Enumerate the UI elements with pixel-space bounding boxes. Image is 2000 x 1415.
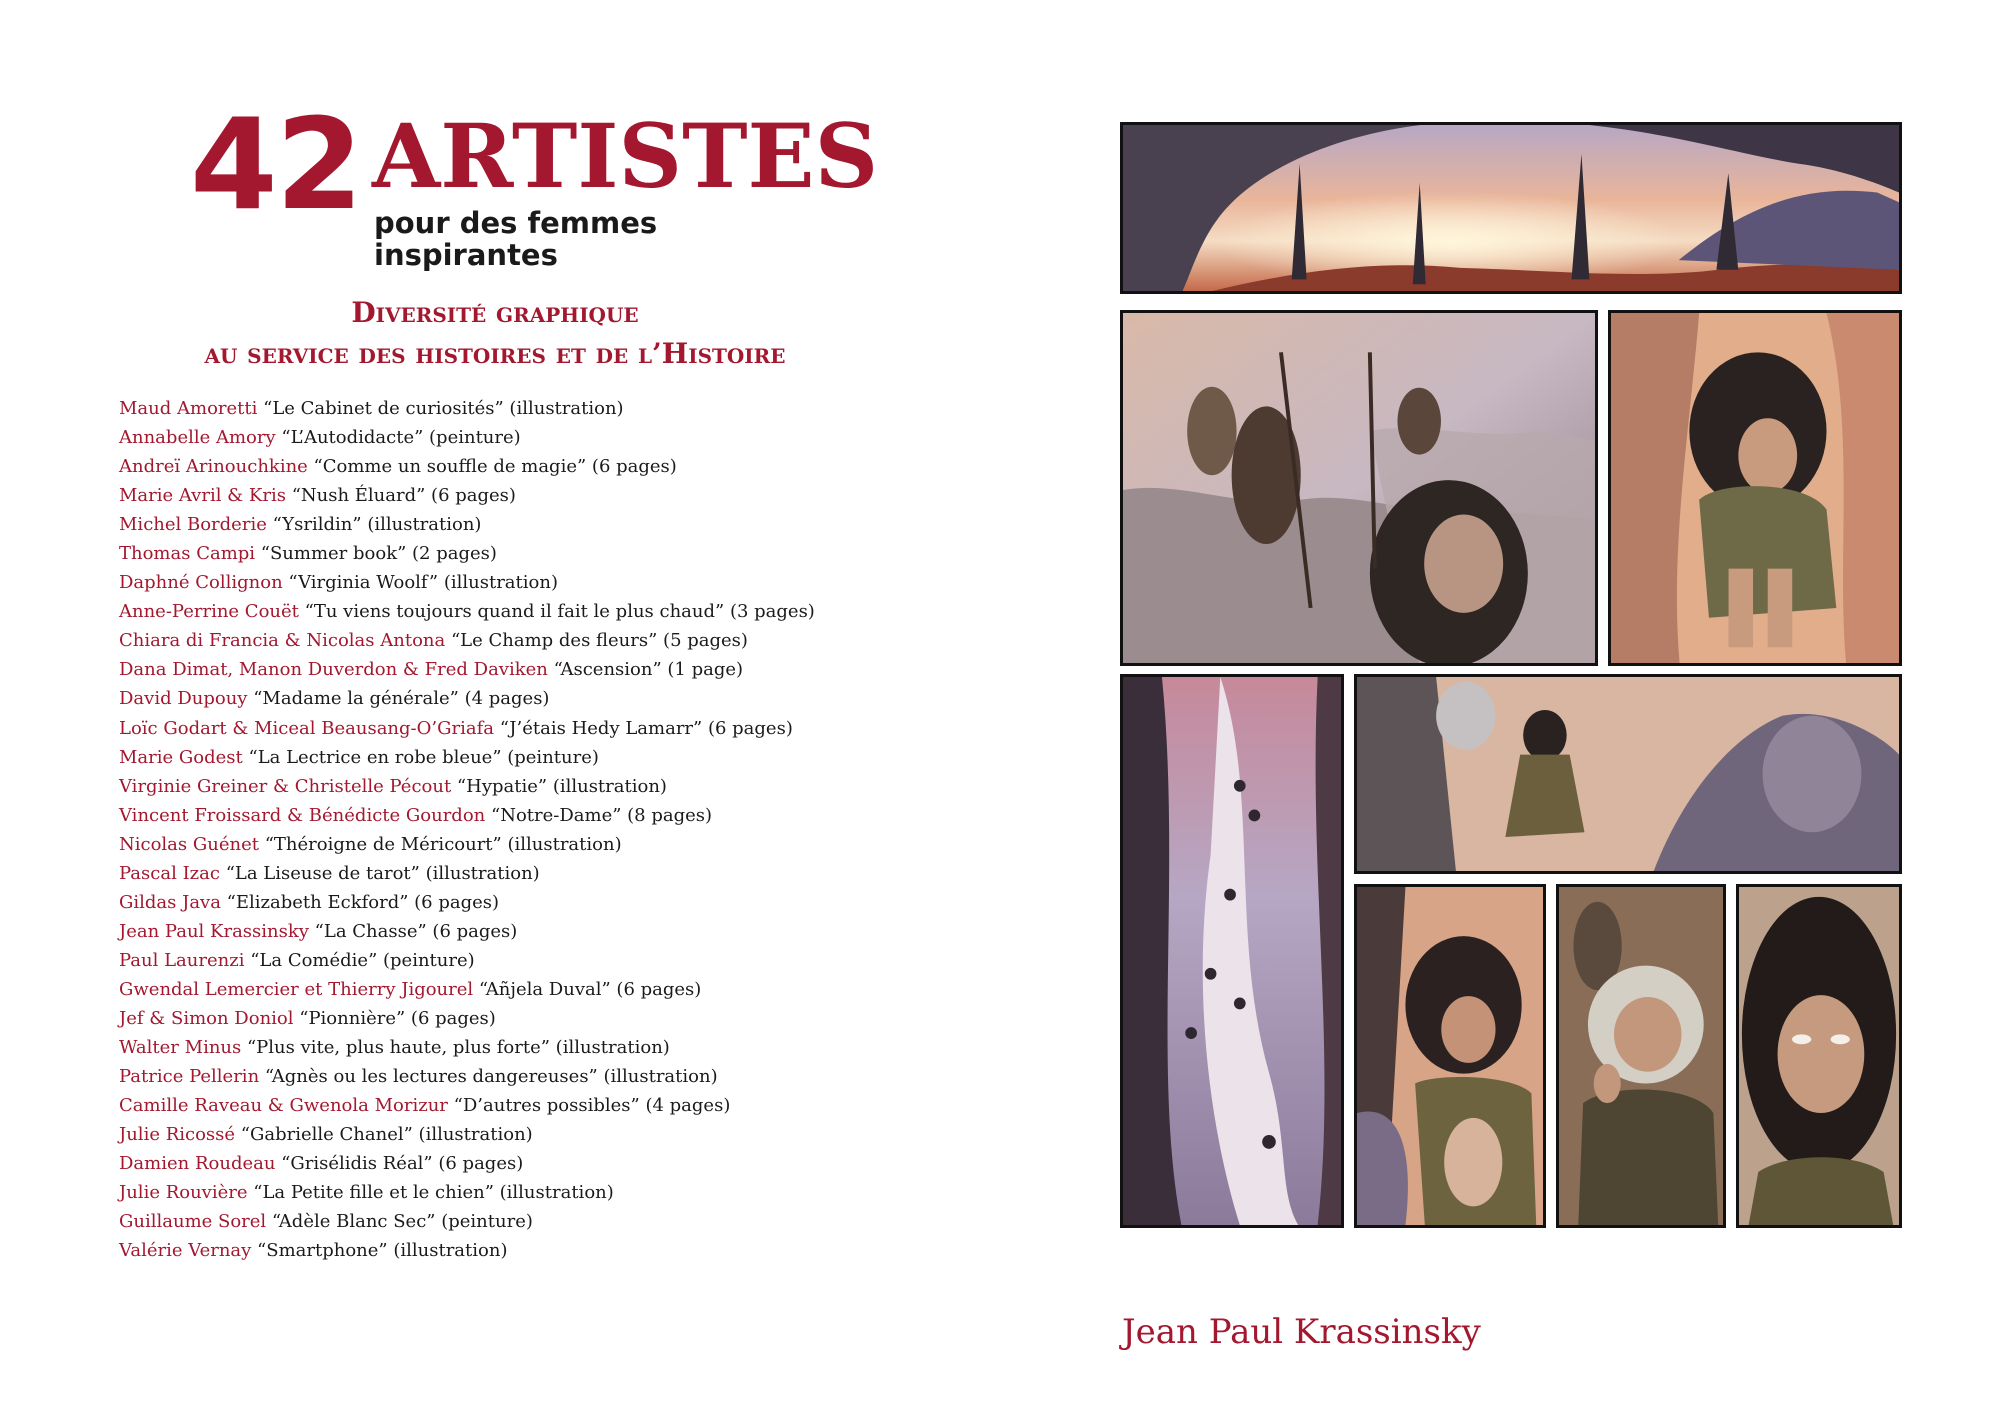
artist-work: “Tu viens toujours quand il fait le plus chaud” (3 pages) — [298, 601, 815, 623]
artist-work: “Ascension” (1 page) — [547, 659, 744, 681]
artist-entry — [119, 481, 939, 510]
artist-work: “Madame la générale” (4 pages) — [247, 688, 550, 710]
artist-name: Jef & Simon Doniol — [119, 1007, 294, 1029]
artist-work: “Notre-Dame” (8 pages) — [485, 804, 713, 826]
artist-work: “Elizabeth Eckford” (6 pages) — [220, 891, 500, 913]
artist-work: “Le Cabinet de curiosités” (illustration) — [257, 398, 624, 419]
artist-entry — [119, 859, 939, 888]
artist-work: “Ysrildin” (illustration) — [266, 514, 482, 536]
artist-name: Valérie Vernay — [119, 1240, 252, 1262]
artist-work: “Nush Éluard” (6 pages) — [285, 485, 516, 507]
comic-panel-girl-closeup — [1736, 884, 1902, 1228]
artist-entry — [119, 1004, 939, 1033]
artist-entry — [119, 946, 939, 975]
artist-entry — [119, 975, 939, 1004]
artist-name: Walter Minus — [119, 1037, 242, 1059]
artist-name: Andreï Arinouchkine — [119, 456, 308, 478]
artist-work: “Añjela Duval” (6 pages) — [473, 978, 702, 1000]
artist-work: “Le Champ des fleurs” (5 pages) — [445, 630, 748, 652]
comic-panel-hunters — [1120, 310, 1598, 666]
artist-work: “Pionnière” (6 pages) — [293, 1007, 496, 1029]
artist-entry — [119, 394, 939, 423]
artist-name: Virginie Greiner & Christelle Pécout — [119, 775, 452, 797]
artist-entry — [119, 539, 939, 568]
artist-entry — [119, 1091, 939, 1120]
artist-entry — [119, 684, 939, 713]
artist-entry — [119, 714, 939, 743]
artist-name: Thomas Campi — [119, 543, 256, 565]
artist-work: “J’étais Hedy Lamarr” (6 pages) — [493, 717, 793, 739]
comic-panel-forest-descent — [1120, 674, 1344, 1228]
artist-entry — [119, 743, 939, 772]
artist-work: “Adèle Blanc Sec” (peinture) — [266, 1211, 533, 1233]
artist-entry — [119, 772, 939, 801]
artist-name: Pascal Izac — [119, 862, 220, 884]
artist-name: Camille Raveau & Gwenola Morizur — [119, 1095, 448, 1117]
title-word: ARTISTES — [372, 104, 879, 208]
artist-entry — [119, 597, 939, 626]
artist-name: Loïc Godart & Miceal Beausang-O’Griafa — [119, 717, 494, 739]
artist-name: Patrice Pellerin — [119, 1066, 260, 1088]
artist-name: Annabelle Amory — [119, 427, 276, 449]
artist-work: “Comme un souffle de magie” (6 pages) — [307, 456, 677, 478]
comic-panel-crouching-girl — [1608, 310, 1902, 666]
artist-work: “Agnès ou les lectures dangereuses” (illustration) — [259, 1066, 718, 1088]
artist-name: Maud Amoretti — [119, 398, 258, 419]
artist-name: Damien Roudeau — [119, 1153, 276, 1175]
section-heading-line-2: au service des histoires et de l’Histoire — [204, 337, 786, 370]
artist-name: Guillaume Sorel — [119, 1211, 267, 1233]
artist-work: “Hypatie” (illustration) — [451, 775, 667, 797]
artist-work: “Summer book” (2 pages) — [255, 543, 497, 565]
right-page — [1000, 0, 2000, 1415]
artist-list — [119, 394, 939, 1265]
artist-entry — [119, 830, 939, 859]
artist-entry — [119, 801, 939, 830]
comic-panel-elder-woman — [1556, 884, 1726, 1228]
artist-entry — [119, 1178, 939, 1207]
artist-name: David Dupouy — [119, 688, 248, 710]
artist-entry — [119, 626, 939, 655]
artist-work: “Virginia Woolf” (illustration) — [282, 572, 558, 594]
artist-entry — [119, 655, 939, 684]
artist-entry — [119, 1149, 939, 1178]
artist-name: Paul Laurenzi — [119, 949, 245, 971]
title-block — [190, 91, 879, 272]
artist-work: “Gabrielle Chanel” (illustration) — [235, 1124, 533, 1146]
artist-entry — [119, 888, 939, 917]
artist-work: “Grisélidis Réal” (6 pages) — [275, 1153, 524, 1175]
artist-name: Marie Avril & Kris — [119, 485, 286, 507]
artist-entry — [119, 1062, 939, 1091]
artist-name: Gwendal Lemercier et Thierry Jigourel — [119, 978, 474, 1000]
artist-work: “La Liseuse de tarot” (illustration) — [219, 862, 540, 884]
artist-name: Chiara di Francia & Nicolas Antona — [119, 630, 446, 652]
artist-work: “Plus vite, plus haute, plus forte” (illustration) — [241, 1037, 670, 1059]
artist-name: Michel Borderie — [119, 514, 267, 536]
artist-entry — [119, 568, 939, 597]
artist-work: “La Comédie” (peinture) — [244, 949, 475, 971]
artist-entry — [119, 423, 939, 452]
illustration-caption: Jean Paul Krassinsky — [1122, 1312, 1481, 1352]
artist-name: Daphné Collignon — [119, 572, 283, 594]
artist-entry — [119, 917, 939, 946]
section-heading — [150, 292, 840, 374]
comic-panel-girl-looking-back — [1354, 884, 1546, 1228]
artist-entry — [119, 452, 939, 481]
artist-work: “L’Autodidacte” (peinture) — [275, 427, 521, 449]
artist-name: Vincent Froissard & Bénédicte Gourdon — [119, 804, 486, 826]
artist-work: “D’autres possibles” (4 pages) — [447, 1095, 731, 1117]
artist-work: “La Chasse” (6 pages) — [308, 920, 518, 942]
artist-work: “La Lectrice en robe bleue” (peinture) — [242, 746, 599, 768]
artist-work: “Théroigne de Méricourt” (illustration) — [258, 833, 622, 855]
artist-entry — [119, 1033, 939, 1062]
artist-entry — [119, 1120, 939, 1149]
artist-entry — [119, 510, 939, 539]
artist-entry — [119, 1236, 939, 1265]
artist-name: Gildas Java — [119, 891, 221, 913]
artist-name: Nicolas Guénet — [119, 833, 259, 855]
artist-entry — [119, 1207, 939, 1236]
artist-name: Dana Dimat, Manon Duverdon & Fred Daviken — [119, 659, 548, 681]
comic-panel-sunset-landscape — [1120, 122, 1902, 294]
artist-work: “La Petite fille et le chien” (illustration) — [247, 1182, 614, 1204]
section-heading-line-1: Diversité graphique — [351, 296, 639, 329]
comic-panel-running-group — [1354, 674, 1902, 874]
artist-name: Julie Ricossé — [119, 1124, 236, 1146]
artist-name: Anne-Perrine Couët — [119, 601, 299, 623]
title-subtitle: pour des femmes inspirantes — [374, 206, 658, 272]
artist-name: Julie Rouvière — [119, 1182, 248, 1204]
artist-name: Marie Godest — [119, 746, 243, 768]
artist-name: Jean Paul Krassinsky — [119, 920, 309, 942]
title-number: 42 — [190, 91, 362, 238]
artist-work: “Smartphone” (illustration) — [251, 1240, 508, 1262]
